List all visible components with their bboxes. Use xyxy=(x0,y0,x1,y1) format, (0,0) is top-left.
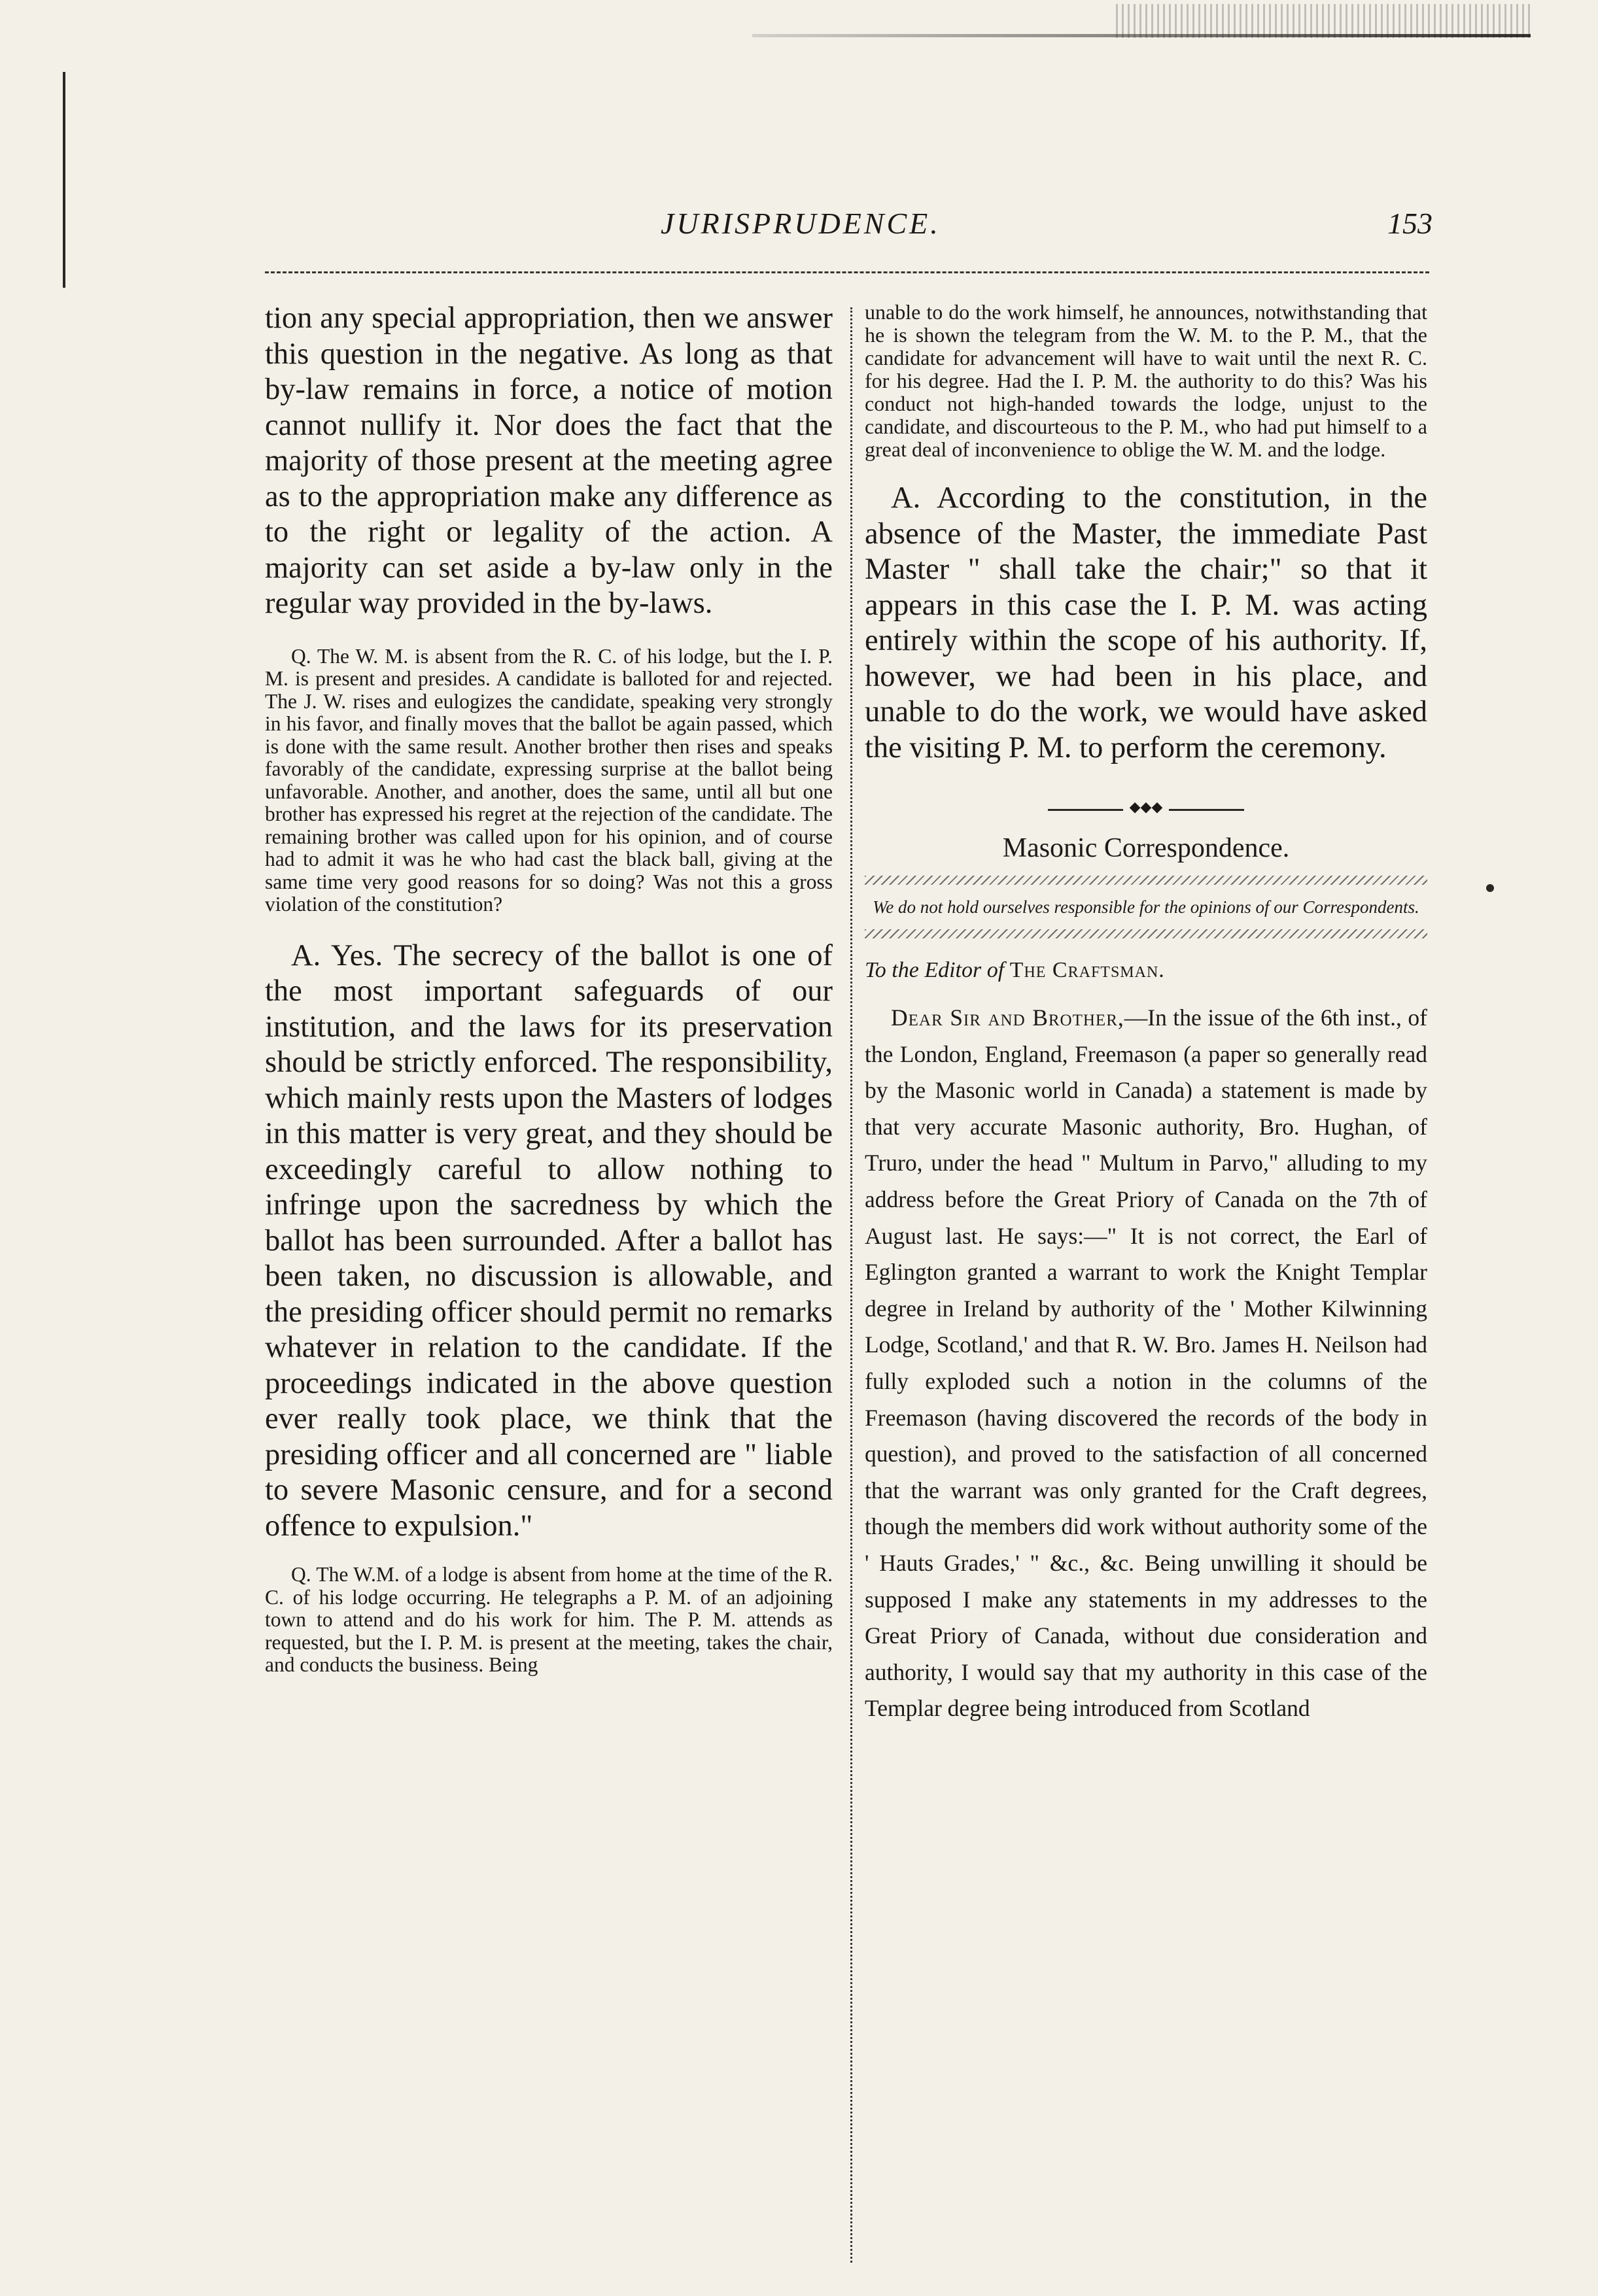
salutation: Dear Sir and Brother, xyxy=(891,1004,1124,1031)
margin-dot xyxy=(1486,884,1494,892)
answer-wm-absent: A. According to the constitution, in the absence of the Master, the immediate Past Master " shall take the chair;" so that it appears in this case the I. P. M. was acting entirely within the scope of his authority. If, however, we had been in his place, and unable to do the work, we would have asked the visiting P. M. to perform the ceremony. xyxy=(865,481,1427,764)
column-divider xyxy=(850,307,852,2263)
paragraph-by-law: tion any special appropriation, then we answer this question in the negative. As long as that by-law remains in force, a notice of motion cannot nullify it. Nor does the fact that the majority of those present at the meeting agree as to the appropriation make any difference as to the right or legality of the action. A majority can set aside a by-law only in the regular way provided in the by-laws. xyxy=(265,301,833,620)
section-title: Masonic Correspondence. xyxy=(1002,833,1290,863)
wavy-rule-top xyxy=(865,876,1427,885)
disclaimer: We do not hold ourselves responsible for the opinions of our Correspondents. xyxy=(873,897,1419,917)
question-wm-absent: Q. The W.M. of a lodge is absent from home at the time of the R. C. of his lodge occurring. He telegraphs a P. M. of an adjoining town to attend and do his work for him. The P. M. attends as requested, but the I. P. M. is present at the meeting, takes the chair, and conducts the business. Being xyxy=(265,1563,833,1676)
left-column xyxy=(265,301,833,1677)
question-ballot: Q. The W. M. is absent from the R. C. of his lodge, but the I. P. M. is present and presides. A candidate is balloted for and rejected. The J. W. rises and eulogizes the candidate, speaking very strongly in his favor, and finally moves that the ballot be again passed, which is done with the same result. Another brother then rises and speaks favorably of the candidate, expressing surprise at the ballot being unfavorable. Another, and another, does the same, until all but one brother has expressed his regret at the rejection of the candidate. The remaining brother was called upon for his opinion, and of course had to admit it was he who had cast the black ball, giving at the same time very good reasons for so doing? Was not this a gross violation of the constitution? xyxy=(265,644,833,916)
letter-address xyxy=(865,958,1427,983)
section-ornament-rule xyxy=(1048,798,1244,815)
page-number: 153 xyxy=(1387,207,1433,240)
wavy-rule-bottom xyxy=(865,929,1427,938)
right-column xyxy=(865,301,1427,1727)
page-header xyxy=(255,206,1433,258)
header-rule xyxy=(265,271,1429,273)
top-rule xyxy=(752,34,1531,37)
to-editor-prefix: To the Editor of xyxy=(865,958,1005,982)
running-head: JURISPRUDENCE. xyxy=(661,207,941,240)
answer-ballot: A. Yes. The secrecy of the ballot is one of the most important safeguards of our institution, and the laws for its preservation should be strictly enforced. The responsibility, which mainly rests upon the Masters of lodges in this matter is very great, and they should be exceedingly careful to allow nothing to infringe upon the sacredness by which the ballot has been surrounded. After a ballot has been taken, no discussion is allowable, and the presiding officer should permit no remarks whatever in relation to the candidate. If the proceedings indicated in the above question ever really took place, we think that the presiding officer and all concerned are " liable to severe Masonic censure, and for a second offence to expulsion." xyxy=(265,938,833,1543)
margin-mark xyxy=(63,72,65,288)
question-wm-absent-continued: unable to do the work himself, he announces, notwithstanding that he is shown the telegram from the W. M. to the P. M., that the candidate for advancement will have to wait until the next R. C. for his degree. Had the I. P. M. the authority to do this? Was his conduct not high-handed towards the lodge, unjust to the candidate, and discourteous to the P. M., who had put himself to a great deal of inconvenience to oblige the W. M. and the lodge. xyxy=(865,300,1427,461)
ornament-icon: ◆◆◆ xyxy=(1123,798,1170,815)
letter-text: —In the issue of the 6th inst., of the London, England, Freemason (a paper so generally read by the Masonic world in Canada) a statement is made by that very accurate Masonic authority, Bro. Hughan, of Truro, under the head " Multum in Parvo," alluding to my address before the Great Priory of Canada on the 7th of August last. He says:—" It is not correct, the Earl of Eglington granted a warrant to work the Knight Templar degree in Ireland by authority of the ' Mother Kilwinning Lodge, Scotland,' and that R. W. Bro. James H. Neilson had fully exploded such a notion in the columns of the Freemason (having discovered the records of the body in question), and proved to the satisfaction of all concerned that the warrant was only granted for the Craft degrees, though the members did work without authority some of the ' Hauts Grades,' " &c., &c. Being unwilling it should be supposed I make any statements in my addresses to the Great Priory of Canada, without due consideration and authority, I would say that my authority in this case of the Templar degree being introduced from Scotland xyxy=(865,1004,1427,1722)
publication-name: The Craftsman. xyxy=(1009,958,1165,982)
print-speckle xyxy=(1112,4,1531,38)
letter-body xyxy=(865,1000,1427,1727)
